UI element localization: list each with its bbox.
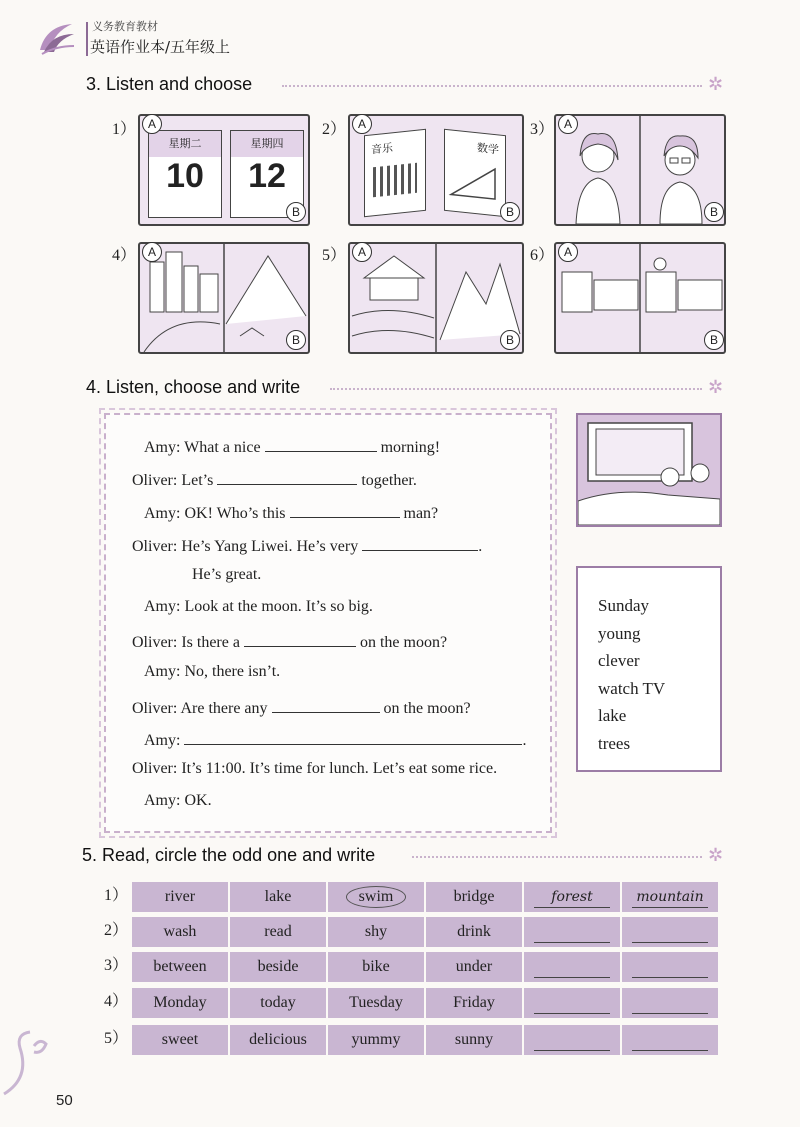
dialogue-box bbox=[104, 413, 552, 833]
word-bank-item: lake bbox=[598, 706, 627, 725]
line-text: OK. bbox=[184, 792, 212, 809]
speaker: Amy: bbox=[144, 439, 181, 456]
option-a-marker[interactable]: A bbox=[558, 242, 578, 262]
calendar-b-date: 12 bbox=[248, 157, 286, 195]
answer-cell[interactable] bbox=[524, 1025, 620, 1055]
line-text: What a nice bbox=[184, 439, 261, 456]
dialogue-line-6 bbox=[144, 598, 373, 616]
flower-icon: ✲ bbox=[708, 74, 724, 95]
picture-3-women bbox=[554, 114, 726, 226]
word-bank-item: trees bbox=[598, 734, 631, 753]
speaker: Amy: bbox=[144, 663, 181, 680]
dialogue-line-2 bbox=[132, 468, 417, 490]
item-number: 3） bbox=[530, 121, 555, 138]
answer-blank[interactable] bbox=[265, 435, 377, 452]
answer-cell[interactable] bbox=[524, 952, 620, 982]
header-divider bbox=[86, 22, 88, 56]
answer-blank[interactable] bbox=[217, 468, 357, 485]
line-text: together. bbox=[361, 472, 417, 489]
answer-text: forest bbox=[551, 889, 593, 905]
math-book-title: 数学 bbox=[477, 141, 499, 157]
speaker: Oliver: bbox=[132, 472, 178, 489]
line-text: on the moon? bbox=[359, 634, 448, 651]
answer-cell[interactable] bbox=[622, 1025, 718, 1055]
word-cell-circled[interactable] bbox=[328, 882, 424, 912]
line-text: He’s Yang Liwei. He’s very bbox=[181, 538, 359, 555]
answer-blank[interactable] bbox=[244, 630, 356, 647]
line-text: Is there a bbox=[181, 634, 240, 651]
decorative-swirl-icon bbox=[0, 1028, 60, 1098]
piano-keys-icon bbox=[373, 163, 417, 198]
line-text: It’s 11:00. It’s time for lunch. Let’s eat some rice. bbox=[181, 760, 498, 777]
word-cell[interactable]: Tuesday bbox=[328, 988, 424, 1018]
option-b-marker[interactable]: B bbox=[500, 330, 520, 350]
word-bank-item: clever bbox=[598, 651, 640, 670]
answer-cell[interactable] bbox=[622, 882, 718, 912]
answer-line bbox=[632, 1050, 708, 1051]
answer-blank[interactable] bbox=[290, 501, 400, 518]
dialogue-line-5 bbox=[192, 566, 261, 584]
line-text: Are there any bbox=[180, 700, 268, 717]
page-number: 50 bbox=[56, 1092, 73, 1109]
word-cell[interactable]: sunny bbox=[426, 1025, 522, 1055]
word-cell[interactable]: lake bbox=[230, 882, 326, 912]
option-b-marker[interactable]: B bbox=[286, 330, 306, 350]
dialogue-line-9 bbox=[132, 696, 471, 718]
answer-line bbox=[534, 942, 610, 943]
answer-line bbox=[534, 1013, 610, 1014]
item-number: 2） bbox=[322, 121, 347, 138]
line-text: OK! Who’s this bbox=[184, 505, 286, 522]
picture-1-calendars bbox=[138, 114, 310, 226]
line-text: man? bbox=[403, 505, 439, 522]
word-bank-card bbox=[576, 566, 722, 772]
word-cell[interactable]: sweet bbox=[132, 1025, 228, 1055]
speaker: Oliver: bbox=[132, 700, 178, 717]
dialogue-line-12 bbox=[144, 792, 212, 810]
word-row-2 bbox=[132, 917, 720, 947]
publisher-logo-icon bbox=[36, 20, 76, 56]
word-cell[interactable]: yummy bbox=[328, 1025, 424, 1055]
word-cell[interactable]: Monday bbox=[132, 988, 228, 1018]
picture-4-city-mountain bbox=[138, 242, 310, 354]
calendar-a bbox=[148, 130, 222, 218]
dialogue-line-7 bbox=[132, 630, 447, 652]
speaker: Amy: bbox=[144, 598, 181, 615]
section-3-title: 3. Listen and choose bbox=[86, 74, 253, 94]
calendar-a-weekday: 星期二 bbox=[149, 131, 221, 157]
section-3-divider bbox=[282, 85, 702, 87]
line-text: . bbox=[522, 732, 527, 749]
word-cell[interactable]: river bbox=[132, 882, 228, 912]
bedroom-drawing bbox=[556, 244, 724, 352]
speaker: Amy: bbox=[144, 505, 181, 522]
line-text: He’s great. bbox=[192, 566, 262, 583]
item-number: 1） bbox=[112, 121, 137, 138]
picture-2-books bbox=[348, 114, 524, 226]
tv-drawing bbox=[578, 415, 720, 525]
line-text: No, there isn’t. bbox=[184, 663, 281, 680]
line-text: . bbox=[478, 538, 483, 555]
dialogue-line-1 bbox=[144, 435, 440, 457]
section-4-title: 4. Listen, choose and write bbox=[86, 377, 301, 397]
row-number: 1） bbox=[104, 887, 129, 904]
answer-line bbox=[632, 942, 708, 943]
word-cell[interactable]: wash bbox=[132, 917, 228, 947]
option-a-marker[interactable]: A bbox=[142, 114, 162, 134]
word-cell[interactable]: drink bbox=[426, 917, 522, 947]
option-a-marker[interactable]: A bbox=[352, 242, 372, 262]
answer-line bbox=[534, 907, 610, 908]
row-number: 2） bbox=[104, 922, 129, 939]
word-cell[interactable]: shy bbox=[328, 917, 424, 947]
flower-icon: ✲ bbox=[708, 845, 724, 866]
speaker: Oliver: bbox=[132, 538, 178, 555]
picture-5-house-river-mountain bbox=[348, 242, 524, 354]
word-cell[interactable]: between bbox=[132, 952, 228, 982]
line-text: Look at the moon. It’s so big. bbox=[184, 598, 373, 615]
ruler-triangle-icon bbox=[445, 158, 503, 204]
answer-blank[interactable] bbox=[362, 534, 478, 551]
circled-word: swim bbox=[346, 886, 407, 908]
word-row-5 bbox=[132, 1025, 720, 1055]
answer-line bbox=[632, 907, 708, 908]
answer-line bbox=[534, 977, 610, 978]
answer-cell[interactable] bbox=[622, 952, 718, 982]
speaker: Oliver: bbox=[132, 634, 178, 651]
dialogue-line-10 bbox=[144, 728, 526, 750]
word-bank-item: Sunday bbox=[598, 596, 649, 615]
dialogue-line-4 bbox=[132, 534, 482, 556]
row-number: 4） bbox=[104, 993, 129, 1010]
word-cell[interactable]: beside bbox=[230, 952, 326, 982]
option-b-marker[interactable]: B bbox=[286, 202, 306, 222]
music-book-title: 音乐 bbox=[371, 141, 393, 157]
speaker: Oliver: bbox=[132, 760, 178, 777]
word-cell[interactable]: Friday bbox=[426, 988, 522, 1018]
word-bank-item: watch TV bbox=[598, 679, 666, 698]
word-cell[interactable]: bike bbox=[328, 952, 424, 982]
option-a-marker[interactable]: A bbox=[352, 114, 372, 134]
answer-line bbox=[534, 1050, 610, 1051]
answer-blank[interactable] bbox=[272, 696, 380, 713]
line-text: Let’s bbox=[181, 472, 214, 489]
word-cell[interactable]: today bbox=[230, 988, 326, 1018]
word-row-3 bbox=[132, 952, 720, 982]
answer-cell[interactable] bbox=[622, 917, 718, 947]
word-bank-item: young bbox=[598, 624, 641, 643]
answer-line bbox=[632, 977, 708, 978]
word-row-1 bbox=[132, 882, 720, 912]
answer-cell[interactable] bbox=[524, 917, 620, 947]
section-4-divider bbox=[330, 388, 702, 390]
answer-text: mountain bbox=[636, 889, 704, 905]
answer-cell[interactable] bbox=[524, 988, 620, 1018]
line-text: on the moon? bbox=[383, 700, 471, 717]
math-book bbox=[444, 129, 506, 218]
dialogue-line-11 bbox=[132, 760, 497, 778]
music-book bbox=[364, 129, 426, 218]
item-number: 5） bbox=[322, 247, 347, 264]
option-a-marker[interactable]: A bbox=[558, 114, 578, 134]
answer-cell[interactable] bbox=[622, 988, 718, 1018]
speaker: Amy: bbox=[144, 732, 181, 749]
item-number: 4） bbox=[112, 247, 137, 264]
section-5-divider bbox=[412, 856, 702, 858]
city-and-mountain-drawing bbox=[140, 244, 308, 352]
tv-watching-picture bbox=[576, 413, 722, 527]
flower-icon: ✲ bbox=[708, 377, 724, 398]
series-label: 义务教育教材 bbox=[92, 20, 158, 33]
line-text: morning! bbox=[380, 439, 441, 456]
row-number: 3） bbox=[104, 957, 129, 974]
speaker: Amy: bbox=[144, 792, 181, 809]
word-row-4 bbox=[132, 988, 720, 1018]
word-cell[interactable]: under bbox=[426, 952, 522, 982]
section-5-title: 5. Read, circle the odd one and write bbox=[82, 845, 376, 865]
option-b-marker[interactable]: B bbox=[500, 202, 520, 222]
row-number: 5） bbox=[104, 1030, 129, 1047]
option-b-marker[interactable]: B bbox=[704, 202, 724, 222]
word-cell[interactable]: read bbox=[230, 917, 326, 947]
book-title: 英语作业本/五年级上 bbox=[90, 38, 231, 56]
word-cell[interactable]: delicious bbox=[230, 1025, 326, 1055]
house-river-mountain-drawing bbox=[350, 244, 522, 352]
dialogue-line-8 bbox=[144, 663, 280, 681]
picture-6-bedrooms bbox=[554, 242, 726, 354]
answer-blank[interactable] bbox=[184, 728, 522, 745]
option-a-marker[interactable]: A bbox=[142, 242, 162, 262]
calendar-a-date: 10 bbox=[166, 157, 204, 195]
answer-line bbox=[632, 1013, 708, 1014]
word-cell[interactable]: bridge bbox=[426, 882, 522, 912]
answer-cell[interactable] bbox=[524, 882, 620, 912]
dialogue-line-3 bbox=[144, 501, 438, 523]
option-b-marker[interactable]: B bbox=[704, 330, 724, 350]
item-number: 6） bbox=[530, 247, 555, 264]
two-women-drawing bbox=[556, 116, 724, 224]
calendar-b-weekday: 星期四 bbox=[231, 131, 303, 157]
